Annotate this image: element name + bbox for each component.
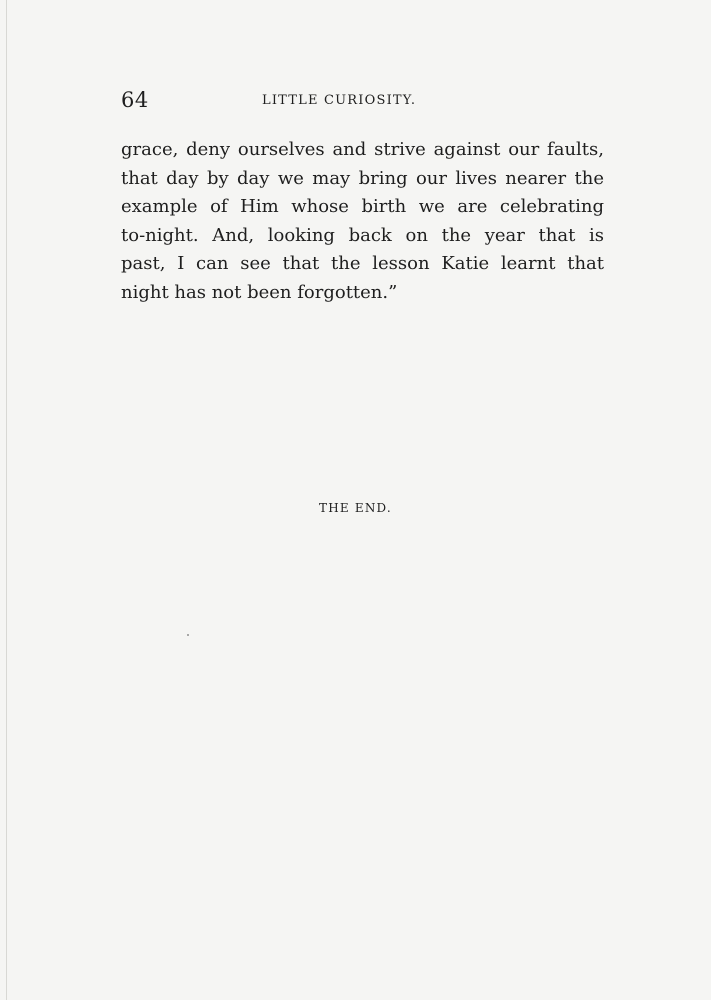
text-line: that day by day we may bring our lives nearer the [121,167,604,189]
text-line: to-night. And, looking back on the year that is [121,224,604,246]
print-speck [187,634,189,636]
text-line: night has not been forgotten.” [121,281,398,303]
text-line: grace, deny ourselves and strive against our faults, [121,139,604,160]
the-end-label: THE END. [319,501,392,515]
page-number: 64 [121,88,149,112]
text-line: example of Him whose birth we are celebrating [121,196,604,217]
running-title: LITTLE CURIOSITY. [262,93,417,108]
body-paragraph [121,136,604,307]
text-line: past, I can see that the lesson Katie learnt that [121,253,604,274]
